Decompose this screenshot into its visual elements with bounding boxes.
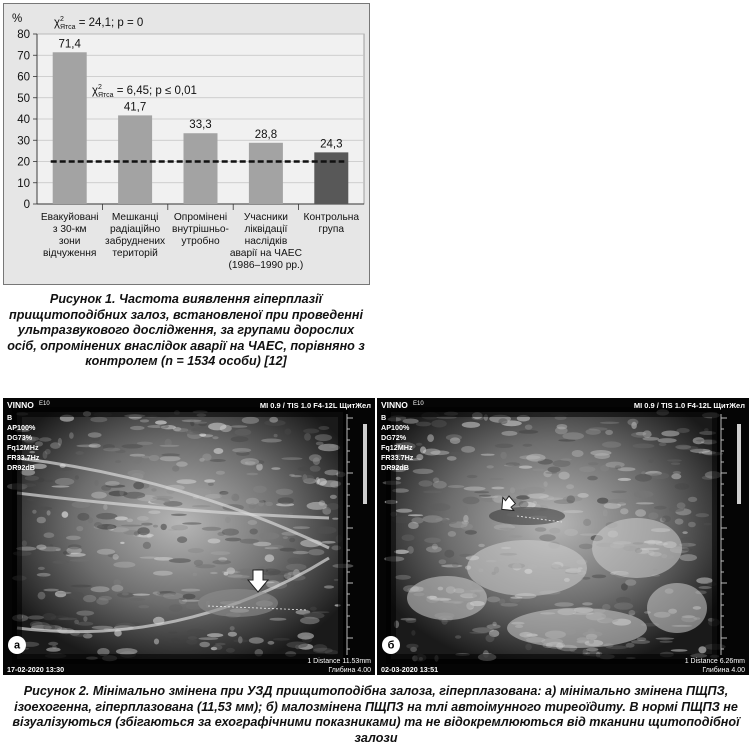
figure2-caption: Рисунок 2. Мінімально змінена при УЗД прищитоподібна залоза, гіперплазована: а) мінімально змінена ПЩПЗ, ізоехогенна, гіперплазована (11,53 мм); б) малозмінена ПЩПЗ на тлі автоімунного тиреоїдиту. В нормі ПЩПЗ не візуалізуються (збігаються за ехографічними показниками) та не відокремлюються від тканини щитоподібної залози	[12, 684, 740, 745]
bar	[314, 152, 348, 204]
chi-square-annotation: $\chi^2$ Ятса = 6,45; р ≤ 0,01	[92, 84, 197, 99]
us-param: FR33.7Hz	[7, 453, 40, 462]
us-param: AP100%	[381, 423, 410, 432]
x-tick-label: аварії на ЧАЕС	[229, 248, 302, 259]
us-scan-field	[383, 409, 726, 662]
us-distance: 1 Distance 11.53mm	[307, 658, 371, 665]
bar	[249, 143, 283, 204]
x-tick-label: наслідків	[244, 236, 288, 247]
y-tick-label: 30	[17, 135, 30, 148]
ultrasound-image-b	[377, 398, 749, 675]
us-param: DR92dB	[381, 463, 409, 472]
us-brand: VINNO	[7, 400, 34, 410]
x-tick-label: Опромінені	[173, 212, 228, 223]
data-label: 71,4	[58, 38, 81, 51]
ultrasound-panel-b	[377, 398, 749, 675]
us-depth: Глибина 4.00	[702, 667, 745, 674]
y-tick-label: 40	[17, 114, 30, 126]
us-model: E10	[39, 401, 50, 407]
y-tick-label: 0	[23, 199, 30, 211]
x-tick-label: ліквідації	[244, 224, 288, 235]
panel-label: б	[387, 639, 395, 652]
us-header-right: MI 0.9 / TIS 1.0 F4-12L ЩитЖел	[633, 401, 745, 410]
gray-bar	[363, 424, 367, 504]
us-header-right: MI 0.9 / TIS 1.0 F4-12L ЩитЖел	[259, 401, 371, 410]
x-tick-label: внутрішньо-	[172, 224, 229, 235]
x-tick-label: відчуження	[43, 248, 97, 259]
figure1-caption: Рисунок 1. Частота виявлення гіперплазії прищитоподібних залоз, встановленої при проведенні ультразвукового дослідження, за групами дорослих осіб, опромінених внаслідок аварії на ЧАЕС, порівняно з контролем (n = 1534 особи) [12]	[7, 292, 365, 368]
y-tick-label: 60	[17, 71, 30, 84]
us-depth: Глибина 4.00	[328, 667, 371, 674]
bar	[184, 133, 218, 204]
us-brand: VINNO	[381, 400, 408, 410]
ultrasound-panel-a	[3, 398, 375, 675]
x-tick-label: забруднених	[105, 236, 166, 247]
bar	[118, 115, 152, 204]
us-param: FR33.7Hz	[381, 453, 414, 462]
y-tick-label: 50	[17, 92, 30, 105]
us-model: E10	[413, 401, 424, 407]
y-tick-label: 20	[17, 156, 30, 169]
x-tick-label: (1986–1990 рр.)	[228, 260, 304, 271]
us-param: DR92dB	[7, 463, 35, 472]
x-tick-label: Учасники	[243, 212, 288, 223]
x-tick-label: радіаційно	[109, 224, 161, 235]
data-label: 41,7	[123, 101, 147, 114]
ultrasound-image-a	[3, 398, 375, 675]
us-scan-field	[7, 410, 353, 661]
y-tick-label: 10	[17, 177, 30, 190]
x-tick-label: група	[318, 224, 345, 235]
x-tick-label: утробно	[181, 236, 220, 247]
x-tick-label: Евакуйовані	[40, 212, 99, 223]
us-param: Fq12MHz	[381, 443, 413, 452]
us-param: DG73%	[7, 433, 33, 442]
data-label: 33,3	[189, 119, 212, 132]
x-tick-label: з 30-км	[52, 224, 87, 235]
data-label: 24,3	[320, 138, 343, 151]
panel-label: а	[13, 639, 21, 652]
x-tick-label: зони	[58, 236, 81, 247]
figure1-chart-frame	[3, 3, 370, 285]
us-distance: 1 Distance 6.26mm	[684, 658, 745, 665]
us-date: 02-03-2020 13:51	[381, 665, 439, 674]
x-tick-label: Мешканці	[111, 212, 159, 223]
x-tick-label: територій	[112, 248, 158, 259]
bar	[53, 52, 87, 204]
x-tick-label: Контрольна	[303, 212, 360, 223]
data-label: 28,8	[254, 128, 278, 141]
us-date: 17-02-2020 13:30	[7, 665, 65, 674]
chi-square-annotation: $\chi^2$ Ятса = 24,1; р = 0	[54, 16, 144, 31]
y-tick-label: 80	[17, 29, 30, 41]
y-axis-label: %	[12, 13, 23, 25]
y-tick-label: 70	[17, 50, 30, 63]
us-param: B	[7, 413, 13, 422]
us-param: AP100%	[7, 423, 36, 432]
us-param: B	[381, 413, 387, 422]
us-param: Fq12MHz	[7, 443, 39, 452]
figure1-bar-chart	[4, 4, 369, 284]
us-param: DG72%	[381, 433, 407, 442]
gray-bar	[737, 424, 741, 504]
